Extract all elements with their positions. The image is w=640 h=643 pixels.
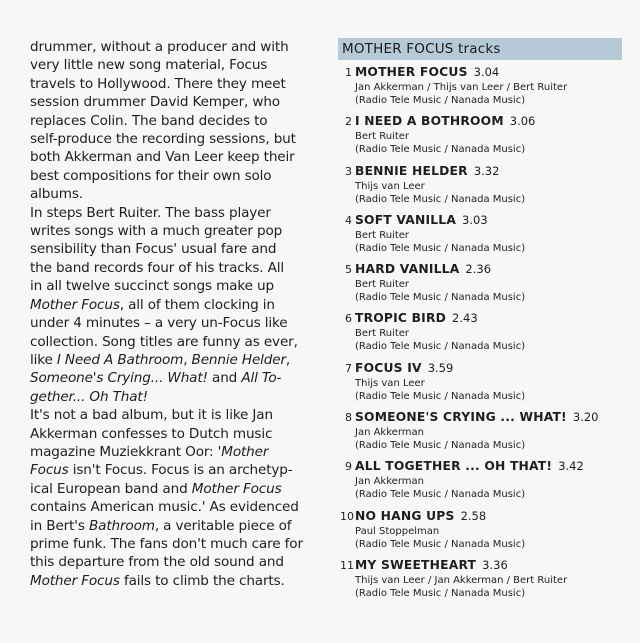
article-line: sensibility than Focus' usual fare and [30, 241, 277, 258]
article-line: contains American music.' As evidenced [30, 499, 299, 516]
text-span: ical European band and [30, 480, 192, 497]
track-publisher: (Radio Tele Music / Nanada Music) [355, 341, 526, 353]
article-line: writes songs with a much greater pop [30, 223, 283, 240]
track-item [338, 164, 622, 213]
track-publisher: (Radio Tele Music / Nanada Music) [355, 538, 526, 550]
track-number: 7 [345, 361, 352, 375]
article-line: albums. [30, 186, 83, 203]
track-duration: 3.42 [558, 459, 584, 474]
article-column [30, 38, 312, 590]
text-span: in Bert's [30, 517, 89, 534]
track-title: BENNIE HELDER [355, 163, 468, 178]
track-composer: Paul Stoppelman [355, 525, 440, 537]
track-composer: Bert Ruiter [355, 229, 410, 241]
track-title-row [355, 361, 453, 376]
tracks-header-album: MOTHER FOCUS [342, 41, 454, 57]
track-composer: Thijs van Leer [355, 377, 425, 389]
track-publisher: (Radio Tele Music / Nanada Music) [355, 242, 526, 254]
tracks-header [338, 38, 622, 60]
article-line: best compositions for their own solo [30, 167, 272, 184]
article-line [30, 480, 312, 498]
track-duration: 3.36 [482, 557, 508, 572]
article-line: collection. Song titles are funny as ever, [30, 333, 298, 350]
track-number: 2 [345, 115, 352, 129]
track-publisher: (Radio Tele Music / Nanada Music) [355, 489, 526, 501]
article-line: It's not a bad album, but it is like Jan [30, 407, 273, 424]
album-title: Mother Focus [30, 296, 120, 313]
track-title: NO HANG UPS [355, 508, 455, 523]
article-line [30, 388, 312, 406]
article-line: very little new song material, Focus [30, 57, 268, 74]
track-title-row [355, 311, 478, 326]
text-span: , a veritable piece of [154, 517, 292, 534]
track-title-row [355, 509, 486, 524]
track-duration: 2.58 [460, 508, 487, 523]
track-duration: 3.03 [462, 212, 488, 227]
article-line [30, 369, 312, 387]
track-title-row [355, 65, 499, 80]
track-publisher: (Radio Tele Music / Nanada Music) [355, 390, 526, 402]
article-line: self-produce the recording sessions, but [30, 131, 296, 148]
track-composer: Bert Ruiter [355, 328, 410, 340]
tracks-header-label: tracks [453, 41, 501, 57]
article-line: travels to Hollywood. There they meet [30, 75, 286, 92]
tracks-column [338, 38, 622, 607]
track-title: SOFT VANILLA [355, 212, 457, 227]
text-span: fails to climb the charts. [119, 572, 285, 589]
track-duration: 3.04 [473, 65, 500, 79]
album-title: Mother Focus [191, 480, 282, 497]
text-span: like [30, 351, 57, 368]
track-item [338, 558, 622, 607]
track-publisher: (Radio Tele Music / Nanada Music) [355, 292, 526, 304]
song-title: Bennie Helder [191, 351, 286, 368]
article-line [30, 443, 312, 461]
track-duration: 3.32 [473, 163, 500, 178]
article-line: prime funk. The fans don't much care for [30, 535, 303, 552]
track-title: SOMEONE'S CRYING ... WHAT! [355, 410, 567, 425]
track-publisher: (Radio Tele Music / Nanada Music) [355, 440, 526, 452]
article-line: the band records four of his tracks. All [30, 259, 285, 276]
text-span: , all of them clocking in [119, 296, 275, 313]
track-publisher: (Radio Tele Music / Nanada Music) [355, 193, 526, 205]
track-title-row [355, 164, 499, 179]
track-composer: Thijs van Leer [355, 180, 425, 192]
track-title: ALL TOGETHER ... OH THAT! [355, 459, 553, 474]
track-title: FOCUS IV [355, 360, 422, 375]
article-line: under 4 minutes – a very un-Focus like [30, 315, 288, 332]
article-line: replaces Colin. The band decides to [30, 112, 268, 129]
text-span: , [285, 351, 291, 368]
text-span: and [207, 370, 242, 387]
track-composer: Bert Ruiter [355, 279, 410, 291]
song-title: I Need A Bathroom [56, 351, 184, 368]
article-line: Akkerman confesses to Dutch music [30, 425, 273, 442]
article-line [30, 517, 312, 535]
track-title: TROPIC BIRD [355, 311, 447, 326]
song-title: gether... Oh That! [30, 388, 148, 405]
track-composer: Thijs van Leer / Jan Akkerman / Bert Ruiter [355, 574, 568, 586]
text-span: magazine Muziekkrant Oor: [30, 443, 218, 460]
article-line: in all twelve succinct songs make up [30, 278, 274, 295]
track-title-row [355, 459, 584, 474]
track-number: 9 [345, 460, 352, 474]
track-title-row [355, 410, 598, 425]
track-item [338, 262, 622, 311]
article-line [30, 296, 312, 314]
track-duration: 3.20 [572, 410, 599, 425]
track-title-row [355, 213, 488, 228]
track-duration: 2.43 [452, 311, 478, 326]
article-line: this departure from the old sound and [30, 554, 284, 571]
article-line: both Akkerman and Van Leer keep their [30, 149, 295, 166]
track-number: 6 [345, 312, 352, 326]
article-line: In steps Bert Ruiter. The bass player [30, 204, 271, 221]
track-publisher: (Radio Tele Music / Nanada Music) [355, 587, 526, 599]
track-title: MY SWEETHEART [355, 557, 477, 572]
track-duration: 3.06 [509, 114, 536, 129]
track-title-row [355, 262, 491, 277]
track-item [338, 509, 622, 558]
track-title-row [355, 558, 508, 573]
track-item [338, 114, 622, 163]
track-item [338, 459, 622, 508]
article-line [30, 461, 312, 479]
article-line [30, 351, 312, 369]
track-title: I NEED A BOTHROOM [355, 114, 504, 129]
text-span: , [183, 351, 192, 368]
track-publisher: (Radio Tele Music / Nanada Music) [355, 144, 526, 156]
track-composer: Bert Ruiter [355, 131, 410, 143]
track-duration: 3.59 [427, 360, 454, 375]
track-number: 11 [340, 558, 354, 572]
track-title: HARD VANILLA [355, 262, 460, 277]
track-item [338, 410, 622, 459]
quote-text: 'Mother [217, 443, 269, 460]
song-title: All To- [241, 370, 282, 387]
song-title: Someone's Crying... What! [30, 370, 208, 387]
article-line: drummer, without a producer and with [30, 39, 289, 55]
track-composer: Jan Akkerman [355, 476, 424, 488]
track-composer: Jan Akkerman / Thijs van Leer / Bert Ruiter [355, 82, 568, 93]
album-title: Mother Focus [30, 572, 120, 589]
track-list [338, 65, 622, 607]
text-span: isn't Focus. Focus is an archetyp- [68, 462, 293, 479]
article-line [30, 572, 312, 590]
track-composer: Jan Akkerman [355, 427, 424, 439]
track-title-row [355, 114, 535, 129]
track-number: 8 [345, 411, 352, 425]
track-item [338, 311, 622, 360]
article-line: session drummer David Kemper, who [30, 94, 280, 111]
track-title: MOTHER FOCUS [355, 65, 468, 79]
track-number: 4 [345, 213, 352, 227]
track-item [338, 361, 622, 410]
track-number: 3 [345, 164, 352, 178]
track-number: 5 [345, 263, 352, 277]
track-number: 1 [345, 66, 352, 79]
track-number: 10 [340, 509, 354, 523]
track-publisher: (Radio Tele Music / Nanada Music) [355, 95, 526, 106]
track-duration: 2.36 [465, 262, 492, 277]
track-item [338, 65, 622, 114]
quote-text: Focus [30, 462, 69, 479]
song-title: Bathroom [88, 517, 155, 534]
track-item [338, 213, 622, 262]
